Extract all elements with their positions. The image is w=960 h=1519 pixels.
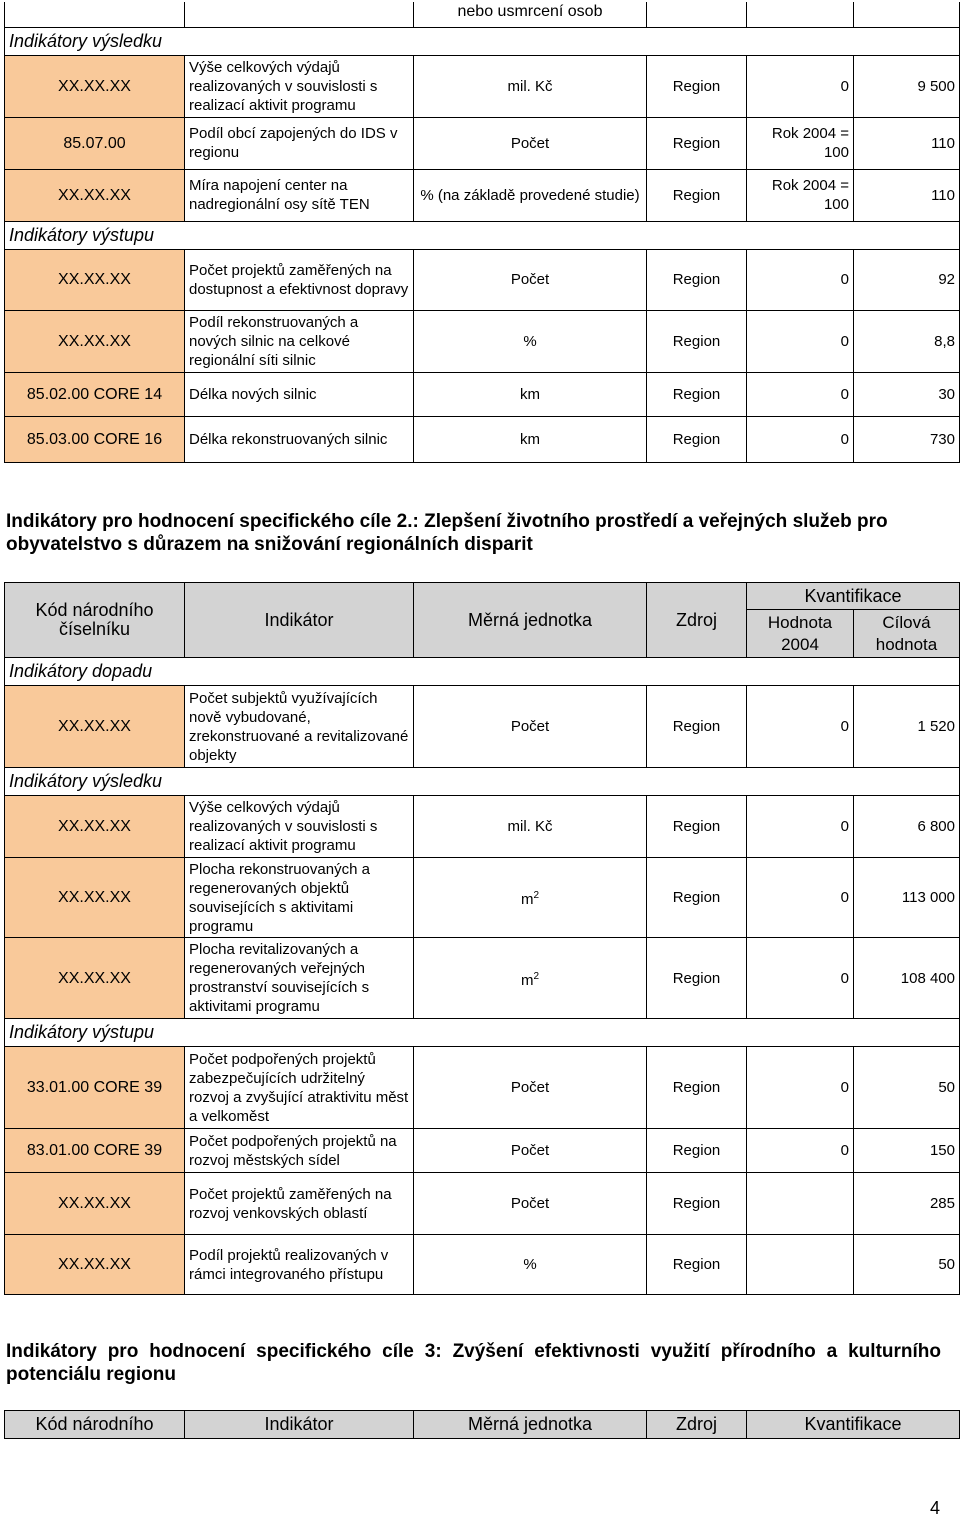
code-cell: XX.XX.XX — [5, 938, 185, 1019]
indicators-table-objective-2 — [4, 582, 960, 1295]
code-cell: XX.XX.XX — [5, 1173, 185, 1235]
source-cell: Region — [647, 858, 747, 938]
value-2004-cell: 0 — [747, 372, 854, 416]
value-2004-cell: 0 — [747, 1129, 854, 1173]
table-row — [5, 2, 960, 27]
table-row — [5, 1173, 960, 1235]
header-code: Kód národního — [5, 1411, 185, 1439]
header-code: Kód národního číselníku — [5, 583, 185, 658]
value-2004-cell — [747, 1173, 854, 1235]
header-value-2004: Hodnota 2004 — [747, 610, 854, 658]
header-indicator: Indikátor — [185, 1411, 414, 1439]
indicator-cell: Délka nových silnic — [185, 372, 414, 416]
code-cell: 33.01.00 CORE 39 — [5, 1047, 185, 1129]
section-heading-objective-2: Indikátory pro hodnocení specifického cíle 2.: Zlepšení životního prostředí a veřejných služeb pro obyvatelstvo s důrazem na snižování regionálních disparit — [6, 511, 888, 555]
target-value-cell: 110 — [854, 117, 960, 169]
category-label: Indikátory výstupu — [5, 221, 960, 249]
unit-superscript: 2 — [533, 970, 540, 982]
code-cell: XX.XX.XX — [5, 249, 185, 310]
indicator-cell: Výše celkových výdajů realizovaných v souvislosti s realizací aktivit programu — [185, 55, 414, 117]
unit-superscript: 2 — [533, 890, 540, 901]
unit-cell: Počet — [414, 1047, 647, 1129]
value-2004-cell: 0 — [747, 858, 854, 938]
target-value-cell: 92 — [854, 249, 960, 310]
code-cell: 83.01.00 CORE 39 — [5, 1129, 185, 1173]
header-source: Zdroj — [647, 583, 747, 658]
indicator-cell: Počet projektů zaměřených na dostupnost a efektivnost dopravy — [185, 249, 414, 310]
header-target-value: Cílová hodnota — [854, 610, 960, 658]
source-cell: Region — [647, 686, 747, 768]
header-quantification: Kvantifikace — [747, 1411, 960, 1439]
code-cell: XX.XX.XX — [5, 169, 185, 221]
header-unit: Měrná jednotka — [414, 1411, 647, 1439]
category-label: Indikátory výsledku — [5, 768, 960, 796]
value-2004-cell: Rok 2004 = 100 — [747, 117, 854, 169]
table-row — [5, 938, 960, 1019]
indicator-cell: Podíl obcí zapojených do IDS v regionu — [185, 117, 414, 169]
target-value-cell: 108 400 — [854, 938, 960, 1019]
table-row — [5, 249, 960, 310]
target-value-cell: 9 500 — [854, 55, 960, 117]
unit-cell: mil. Kč — [414, 55, 647, 117]
header-source: Zdroj — [647, 1411, 747, 1439]
target-value-cell: 730 — [854, 416, 960, 462]
unit-cell: Počet — [414, 1129, 647, 1173]
source-cell: Region — [647, 55, 747, 117]
table-row — [5, 169, 960, 221]
unit-cell: Počet — [414, 686, 647, 768]
code-cell: XX.XX.XX — [5, 1235, 185, 1295]
unit-cell — [414, 858, 647, 938]
unit-cell: Počet — [414, 249, 647, 310]
code-cell: XX.XX.XX — [5, 858, 185, 938]
table-row — [5, 858, 960, 938]
source-cell: Region — [647, 249, 747, 310]
table-header-row — [5, 583, 960, 610]
indicator-cell: Délka rekonstruovaných silnic — [185, 416, 414, 462]
target-value-cell: 110 — [854, 169, 960, 221]
table-row — [5, 416, 960, 462]
code-cell: 85.03.00 CORE 16 — [5, 416, 185, 462]
value-2004-cell: 0 — [747, 55, 854, 117]
value-2004-cell: 0 — [747, 796, 854, 858]
source-cell: Region — [647, 169, 747, 221]
source-cell: Region — [647, 938, 747, 1019]
header-unit: Měrná jednotka — [414, 583, 647, 658]
unit-cell: mil. Kč — [414, 796, 647, 858]
unit-cell: % (na základě provedené studie) — [414, 169, 647, 221]
target-value-cell: 6 800 — [854, 796, 960, 858]
source-cell: Region — [647, 796, 747, 858]
category-label: Indikátory výsledku — [5, 27, 960, 55]
table-row — [5, 1235, 960, 1295]
indicator-cell: Počet subjektů využívajících nově vybudované, zrekonstruované a revitalizované objekty — [185, 686, 414, 768]
value-2004-cell: 0 — [747, 1047, 854, 1129]
code-cell: 85.07.00 — [5, 117, 185, 169]
value-2004-cell: 0 — [747, 249, 854, 310]
value-2004-cell: 0 — [747, 686, 854, 768]
target-value-cell: 50 — [854, 1235, 960, 1295]
category-row — [5, 221, 960, 249]
table-row — [5, 686, 960, 768]
indicator-cell: Výše celkových výdajů realizovaných v souvislosti s realizací aktivit programu — [185, 796, 414, 858]
unit-text: m — [520, 891, 534, 908]
unit-cell: km — [414, 372, 647, 416]
indicator-cell: Počet podpořených projektů zabezpečujících udržitelný rozvoj a zvyšující atraktivitu měst a velkoměst — [185, 1047, 414, 1129]
unit-cell: Počet — [414, 1173, 647, 1235]
unit-text: m — [520, 971, 534, 989]
source-cell: Region — [647, 1235, 747, 1295]
value-2004-cell — [747, 1235, 854, 1295]
target-value-cell: 285 — [854, 1173, 960, 1235]
source-cell: Region — [647, 310, 747, 372]
target-value-cell: 8,8 — [854, 310, 960, 372]
header-indicator: Indikátor — [185, 583, 414, 658]
indicator-cell: Počet podpořených projektů na rozvoj městských sídel — [185, 1129, 414, 1173]
indicator-cell: Podíl rekonstruovaných a nových silnic na celkové regionální síti silnic — [185, 310, 414, 372]
source-cell: Region — [647, 1129, 747, 1173]
indicator-cell: Počet projektů zaměřených na rozvoj venkovských oblastí — [185, 1173, 414, 1235]
value-2004-cell: 0 — [747, 938, 854, 1019]
category-label: Indikátory výstupu — [5, 1019, 960, 1047]
target-value-cell: 150 — [854, 1129, 960, 1173]
target-value-cell: 1 520 — [854, 686, 960, 768]
indicators-table-objective-1 — [4, 2, 960, 463]
source-cell: Region — [647, 1173, 747, 1235]
table-row — [5, 117, 960, 169]
value-2004-cell: 0 — [747, 310, 854, 372]
section-heading-objective-3: Indikátory pro hodnocení specifického cíle 3: Zvýšení efektivnosti využití přírodního a kulturního potenciálu regionu — [6, 1341, 941, 1385]
unit-cell: % — [414, 310, 647, 372]
source-cell: Region — [647, 416, 747, 462]
table-header-row — [5, 1411, 960, 1439]
target-value-cell: 113 000 — [854, 858, 960, 938]
table-row — [5, 372, 960, 416]
indicator-cell: Míra napojení center na nadregionální osy sítě TEN — [185, 169, 414, 221]
category-row — [5, 27, 960, 55]
source-cell: Region — [647, 372, 747, 416]
target-value-cell: 30 — [854, 372, 960, 416]
code-cell: XX.XX.XX — [5, 686, 185, 768]
indicator-cell: Plocha revitalizovaných a regenerovaných veřejných prostranství souvisejících s aktivitami programu — [185, 938, 414, 1019]
indicator-cell: Podíl projektů realizovaných v rámci integrovaného přístupu — [185, 1235, 414, 1295]
code-cell: 85.02.00 CORE 14 — [5, 372, 185, 416]
value-2004-cell: Rok 2004 = 100 — [747, 169, 854, 221]
table-row — [5, 1047, 960, 1129]
code-cell: XX.XX.XX — [5, 55, 185, 117]
target-value-cell: 50 — [854, 1047, 960, 1129]
category-label: Indikátory dopadu — [5, 658, 960, 686]
unit-cell: km — [414, 416, 647, 462]
code-cell: XX.XX.XX — [5, 310, 185, 372]
table-row — [5, 796, 960, 858]
unit-cell — [414, 938, 647, 1019]
page-number: 4 — [929, 1498, 940, 1518]
indicator-cell: Plocha rekonstruovaných a regenerovaných objektů souvisejících s aktivitami programu — [185, 858, 414, 938]
table-row — [5, 310, 960, 372]
value-2004-cell: 0 — [747, 416, 854, 462]
category-row — [5, 1019, 960, 1047]
category-row — [5, 768, 960, 796]
table-row — [5, 1129, 960, 1173]
source-cell: Region — [647, 117, 747, 169]
code-cell: XX.XX.XX — [5, 796, 185, 858]
header-quantification: Kvantifikace — [747, 583, 960, 610]
indicators-table-objective-3 — [4, 1410, 960, 1439]
category-row — [5, 658, 960, 686]
unit-cell: nebo usmrcení osob — [414, 2, 647, 27]
source-cell: Region — [647, 1047, 747, 1129]
unit-cell: Počet — [414, 117, 647, 169]
unit-cell: % — [414, 1235, 647, 1295]
table-row — [5, 55, 960, 117]
